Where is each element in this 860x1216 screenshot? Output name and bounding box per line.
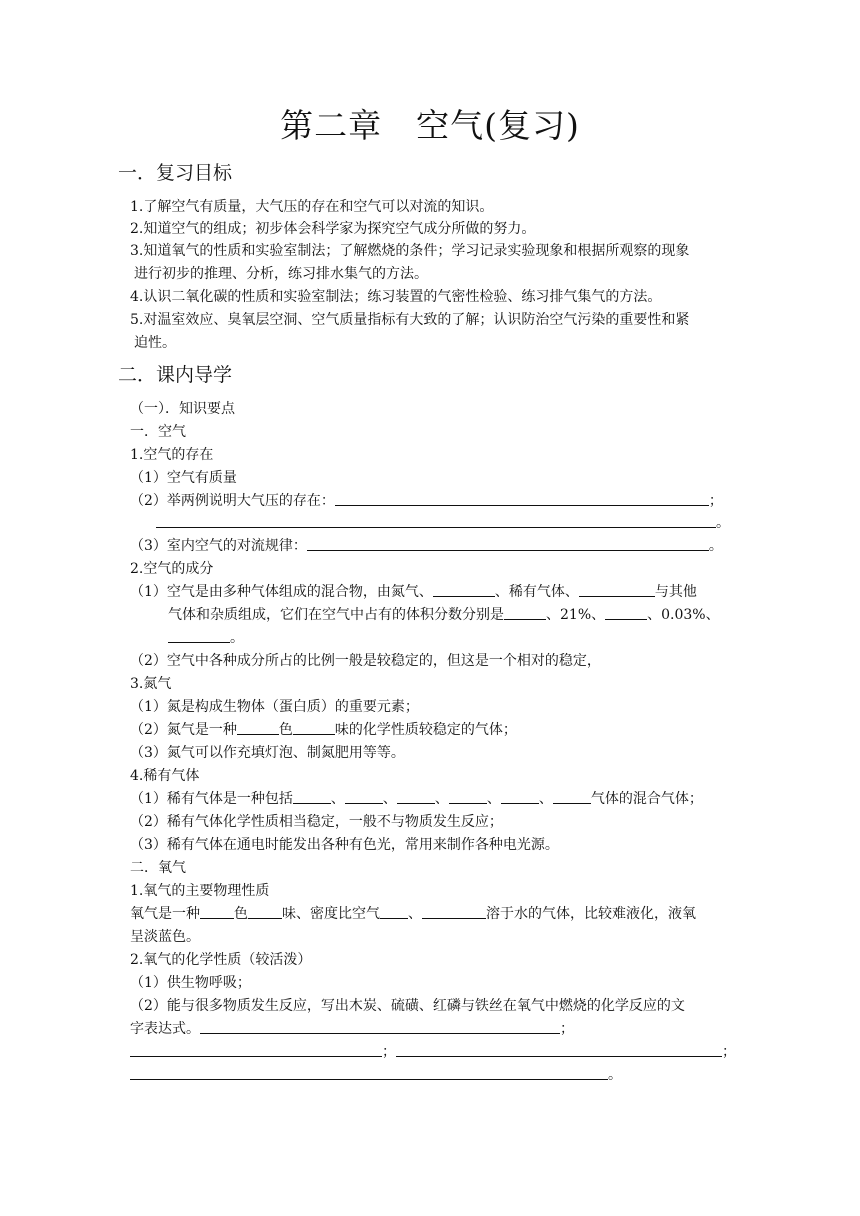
topic-air-composition: 2.空气的成分 xyxy=(130,561,214,577)
item-atmospheric-pressure-cont: 。 xyxy=(156,512,730,534)
goal-5: 5.对温室效应、臭氧层空洞、空气质量指标有大致的了解；认识防治空气污染的重要性和紧 xyxy=(130,312,690,328)
goal-3: 3.知道氧气的性质和实验室制法；了解燃烧的条件；学习记录实验现象和根据所观察的现象 xyxy=(130,243,690,259)
item-oxygen-physical-cont: 呈淡蓝色。 xyxy=(130,929,200,945)
subheading-knowledge: （一）．知识要点 xyxy=(130,401,235,417)
item-oxygen-reactions-cont2: ； ； xyxy=(130,1041,736,1063)
topic-oxygen-physical: 1.氧气的主要物理性质 xyxy=(130,883,270,899)
answer-blank[interactable] xyxy=(605,605,647,620)
item-oxygen-reactions-cont: 字表达式。 ； xyxy=(130,1021,574,1037)
goal-2: 2.知道空气的组成；初步体会科学家为探究空气成分所做的努力。 xyxy=(130,221,536,237)
item-oxygen-respiration: （1）供生物呼吸； xyxy=(130,975,251,991)
answer-blank[interactable] xyxy=(553,789,591,804)
item-composition-1-cont2: 。 xyxy=(168,627,244,649)
item-nitrogen-1: （1）氮是构成生物体（蛋白质）的重要元素； xyxy=(130,699,419,715)
answer-blank[interactable] xyxy=(433,582,495,597)
answer-blank[interactable] xyxy=(380,904,408,919)
item-composition-1: （1）空气是由多种气体组成的混合物，由氮气、 、稀有气体、 与其他 xyxy=(130,584,697,600)
item-noble-gases-3: （3）稀有气体在通电时能发出各种有色光，常用来制作各种电光源。 xyxy=(130,837,559,853)
answer-blank[interactable] xyxy=(200,904,234,919)
answer-blank[interactable] xyxy=(200,1019,560,1034)
answer-blank[interactable] xyxy=(504,605,546,620)
item-air-mass: （1）空气有质量 xyxy=(130,470,237,486)
answer-blank[interactable] xyxy=(449,789,487,804)
answer-blank[interactable] xyxy=(335,491,709,506)
item-convection: （3）室内空气的对流规律： 。 xyxy=(130,538,723,554)
item-composition-1-cont: 气体和杂质组成，它们在空气中占有的体积分数分别是 、21%、 、0.03%、 xyxy=(168,607,720,623)
answer-blank[interactable] xyxy=(501,789,539,804)
topic-air-existence: 1.空气的存在 xyxy=(130,447,214,463)
goal-4: 4.认识二氧化碳的性质和实验室制法；练习装置的气密性检验、练习排气集气的方法。 xyxy=(130,289,662,305)
section-heading-guide: 二．课内导学 xyxy=(118,364,233,386)
answer-blank[interactable] xyxy=(579,582,655,597)
answer-blank[interactable] xyxy=(130,1042,382,1057)
part-air-title: 一．空气 xyxy=(130,424,186,440)
document-title: 第二章 空气(复习) xyxy=(280,106,580,145)
topic-nitrogen: 3.氮气 xyxy=(130,676,172,692)
item-atmospheric-pressure: （2）举两例说明大气压的存在： ； xyxy=(130,493,723,509)
answer-blank[interactable] xyxy=(293,720,335,735)
answer-blank[interactable] xyxy=(345,789,383,804)
item-composition-2: （2）空气中各种成分所占的比例一般是较稳定的，但这是一个相对的稳定， xyxy=(130,653,601,669)
item-oxygen-reactions: （2）能与很多物质发生反应，写出木炭、硫磺、红磷与铁丝在氧气中燃烧的化学反应的文 xyxy=(130,998,685,1014)
part-oxygen-title: 二．氧气 xyxy=(130,860,186,876)
item-nitrogen-3: （3）氮气可以作充填灯泡、制氮肥用等等。 xyxy=(130,745,405,761)
topic-oxygen-chemical: 2.氧气的化学性质（较活泼） xyxy=(130,952,312,968)
answer-blank[interactable] xyxy=(307,536,709,551)
item-oxygen-reactions-cont3: 。 xyxy=(130,1064,622,1086)
section-heading-goals: 一．复习目标 xyxy=(118,162,233,184)
answer-blank[interactable] xyxy=(248,904,282,919)
answer-blank[interactable] xyxy=(422,904,486,919)
answer-blank[interactable] xyxy=(130,1065,608,1080)
answer-blank[interactable] xyxy=(156,513,716,528)
goal-1: 1.了解空气有质量，大气压的存在和空气可以对流的知识。 xyxy=(130,199,494,215)
goal-3-cont: 进行初步的推理、分析，练习排水集气的方法。 xyxy=(134,266,428,282)
answer-blank[interactable] xyxy=(168,628,230,643)
answer-blank[interactable] xyxy=(397,789,435,804)
item-noble-gases-1: （1）稀有气体是一种包括 、 、 、 、 、 气体的混合气体； xyxy=(130,791,703,807)
answer-blank[interactable] xyxy=(293,789,331,804)
goal-5-cont: 迫性。 xyxy=(134,335,176,351)
item-nitrogen-2: （2）氮气是一种 色 味的化学性质较稳定的气体； xyxy=(130,722,517,738)
answer-blank[interactable] xyxy=(396,1042,722,1057)
item-noble-gases-2: （2）稀有气体化学性质相当稳定，一般不与物质发生反应； xyxy=(130,814,503,830)
topic-noble-gases: 4.稀有气体 xyxy=(130,768,200,784)
item-oxygen-physical: 氧气是一种 色 味、密度比空气 、 溶于水的气体，比较难液化，液氧 xyxy=(130,906,696,922)
answer-blank[interactable] xyxy=(237,720,279,735)
